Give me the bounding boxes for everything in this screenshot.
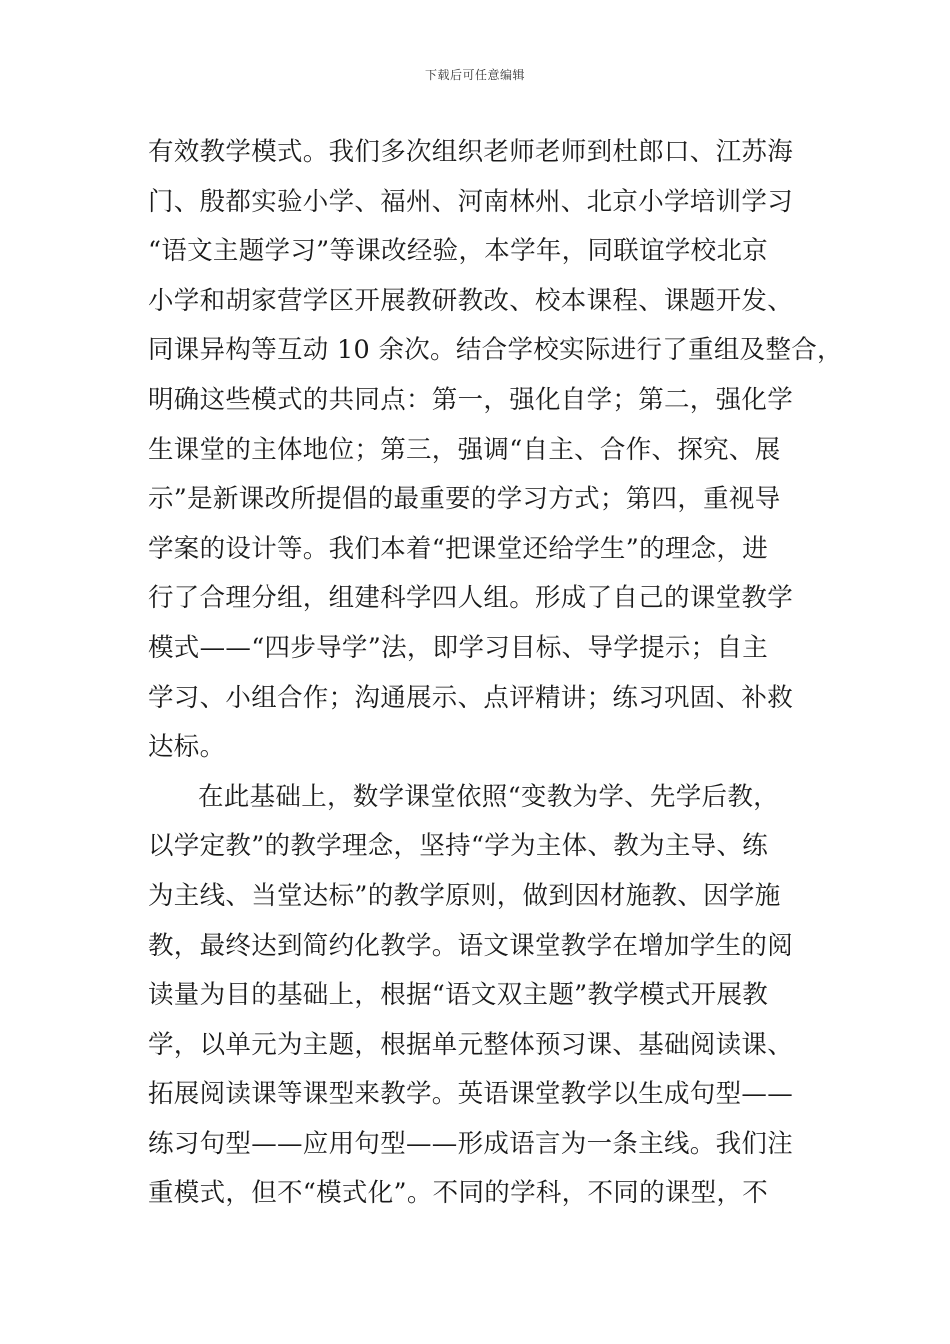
- text-line: 生课堂的主体地位；第三，强调“自主、合作、探究、展: [148, 434, 781, 465]
- text-line: 为主线、当堂达标”的教学原则，做到因材施教、因学施: [148, 880, 781, 911]
- text-line: 明确这些模式的共同点：第一，强化自学；第二，强化学: [148, 384, 794, 415]
- text-line: “语文主题学习”等课改经验，本学年，同联谊学校北京: [148, 236, 769, 267]
- text-line: 重模式，但不“模式化”。不同的学科，不同的课型，不: [148, 1178, 769, 1209]
- text-line: 有效教学模式。我们多次组织老师老师到杜郎口、江苏海: [148, 137, 794, 167]
- text-line: 学案的设计等。我们本着“把课堂还给学生”的理念，进: [148, 533, 769, 564]
- text-line: 练习句型——应用句型——形成语言为一条主线。我们注: [148, 1128, 794, 1159]
- text-line: 示”是新课改所提倡的最重要的学习方式；第四，重视导: [148, 484, 781, 515]
- text-line: 以学定教”的教学理念，坚持“学为主体、教为主导、练: [148, 831, 769, 862]
- page-header-note: 下载后可任意编辑: [424, 68, 525, 82]
- text-line: 门、殷都实验小学、福州、河南林州、北京小学培训学习: [148, 186, 794, 217]
- paragraph-start-line: 在此基础上，数学课堂依照“变教为学、先学后教，: [198, 781, 779, 812]
- text-line: 教，最终达到简约化教学。语文课堂教学在增加学生的阅: [148, 930, 794, 961]
- text-line: 读量为目的基础上，根据“语文双主题”教学模式开展教: [148, 980, 769, 1011]
- body-text: [148, 128, 843, 1219]
- text-line: 学习、小组合作；沟通展示、点评精讲；练习巩固、补救: [148, 682, 794, 713]
- text-line: 同课异构等互动 10 余次。结合学校实际进行了重组及整合，: [148, 335, 843, 366]
- text-line: 小学和胡家营学区开展教研教改、校本课程、课题开发、: [148, 285, 794, 316]
- text-line: 拓展阅读课等课型来教学。英语课堂教学以生成句型——: [148, 1079, 794, 1110]
- text-line: 模式——“四步导学”法，即学习目标、导学提示；自主: [148, 632, 769, 663]
- text-line: 达标。: [148, 732, 226, 763]
- text-line: 学，以单元为主题，根据单元整体预习课、基础阅读课、: [148, 1029, 794, 1060]
- text-line: 行了合理分组，组建科学四人组。形成了自己的课堂教学: [148, 583, 794, 614]
